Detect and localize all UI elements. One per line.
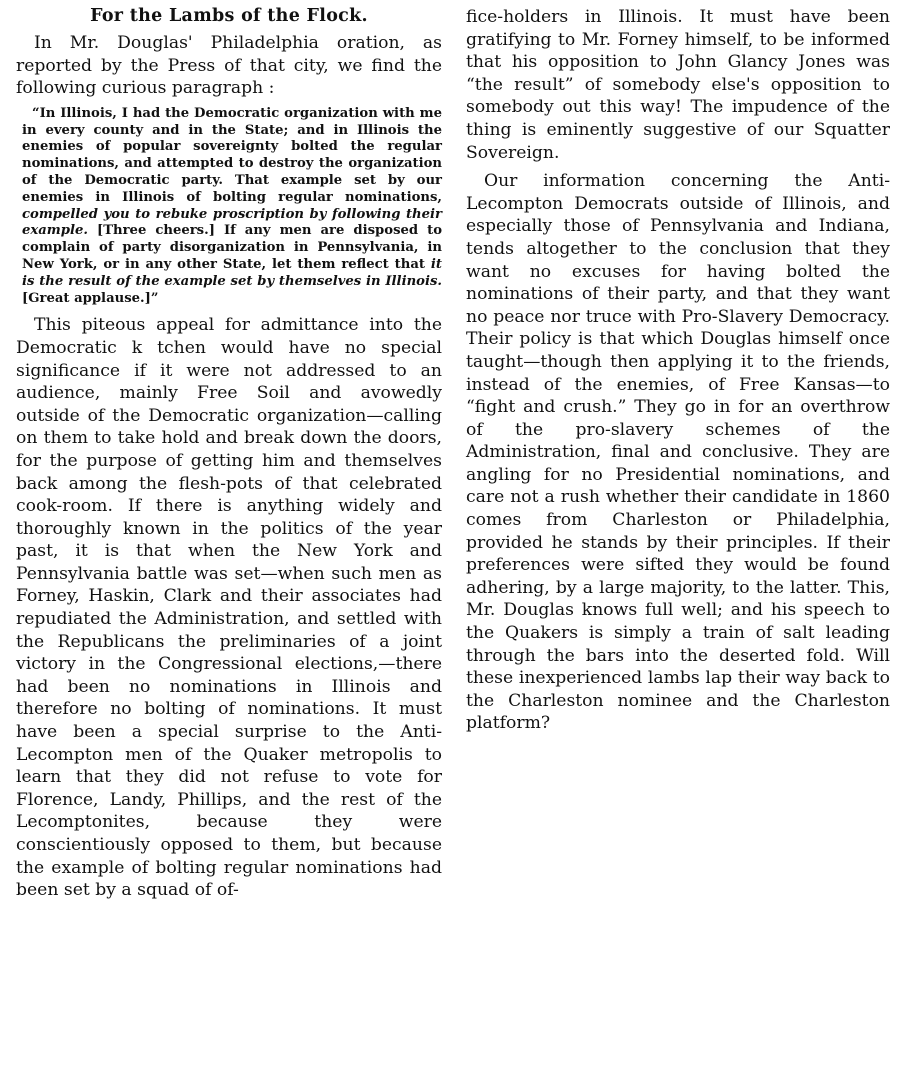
quote-text: [Three cheers.] If any men are disposed to complain of party disorganization in Pennsylvania, in New York, or in any other State, let them reflect that bbox=[22, 223, 442, 272]
intro-paragraph: In Mr. Douglas' Philadelphia oration, as reported by the Press of that city, we find the following curious paragraph : bbox=[16, 33, 442, 99]
body-paragraph: Our information concerning the Anti-Lecompton Democrats outside of Illinois, and especially those of Pennsylvania and Indiana, tends altogether to the conclusion that they want no excuses for having bolted the nominations of their party, and that they want no peace nor truce with Pro-Slavery Democracy. Their policy is that which Douglas himself once taught—though then applying it to the friends, instead of the enemies, of Free Kansas—to “fight and crush.” They go in for an overthrow of the pro-slavery schemes of the Administration, final and conclusive. They are angling for no Presidential nominations, and care not a rush whether their candidate in 1860 comes from Charleston or Philadelphia, provided he stands by their principles. If their preferences were sifted they would be found adhering, by a large majority, to the latter. This, Mr. Douglas knows full well; and his speech to the Quakers is simply a train of salt leading through the bars into the deserted fold. Will these inexperienced lambs lap their way back to the Charleston nominee and the Charleston platform? bbox=[466, 171, 890, 734]
quote-text: “In Illinois, I had the Democratic organization with me in every county and in the State; and in Illinois the enemies of popular sovereignty bolted the regular nominations, and attempted to destroy the organization of the Democratic party. That example set by our enemies in Illinois of bolting regular nominations, bbox=[22, 105, 442, 205]
quote-italic-text: compelled you to rebuke proscription by following their example. bbox=[22, 206, 442, 239]
quote-text: [Great applause.]” bbox=[22, 290, 159, 306]
body-paragraph: This piteous appeal for admittance into the Democratic k tchen would have no special significance if it were not addressed to an audience, mainly Free Soil and avowedly outside of the Democratic organization—calling on them to take hold and break down the doors, for the purpose of getting him and themselves back among the flesh-pots of that celebrated cook-room. If there is anything widely and thoroughly known in the politics of the year past, it is that when the New York and Pennsylvania battle was set—when such men as Forney, Haskin, Clark and their associates had repudiated the Administration, and settled with the Republicans the preliminaries of a joint victory in the Congressional elections,—there had been no nominations in Illinois and therefore no bolting of nominations. It must have been a special surprise to the Anti-Lecompton men of the Quaker metropolis to learn that they did not refuse to vote for Florence, Landy, Phillips, and the rest of the Lecomptonites, because they were conscientiously opposed to them, but because the example of bolting regular nominations had been set by a squad of of- bbox=[16, 315, 442, 901]
body-paragraph-continued: fice-holders in Illinois. It must have been gratifying to Mr. Forney himself, to be informed that his opposition to John Glancy Jones was “the result” of somebody else's opposition to somebody out this way! The impudence of the thing is eminently suggestive of our Squatter Sovereign. bbox=[466, 7, 890, 163]
quote-italic-text: it is the result of the example set by themselves in Illinois. bbox=[22, 256, 442, 289]
quoted-paragraph bbox=[16, 106, 442, 308]
left-column bbox=[16, 6, 442, 902]
article-headline: For the Lambs of the Flock. bbox=[90, 6, 368, 26]
right-column bbox=[466, 6, 890, 735]
